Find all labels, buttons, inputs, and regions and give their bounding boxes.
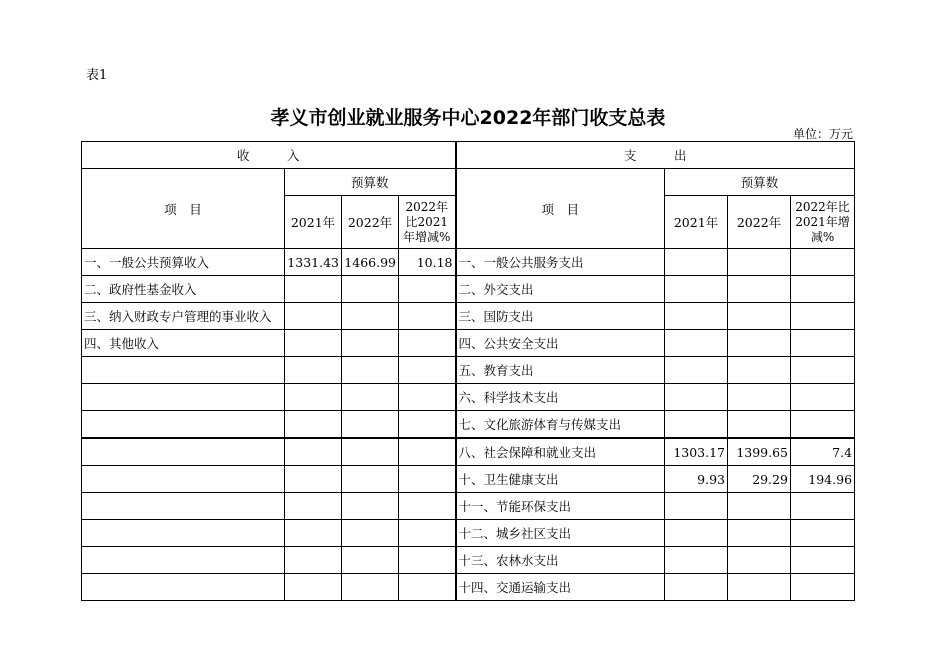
expense-item-cell: 一、一般公共服务支出 — [456, 249, 665, 276]
income-2022-cell — [342, 357, 399, 384]
expense-2021-cell — [665, 520, 728, 547]
expense-2021-cell — [665, 574, 728, 601]
table-row — [82, 357, 855, 384]
income-2021-cell — [285, 547, 342, 574]
expense-2021-cell — [665, 330, 728, 357]
income-item-header: 项 目 — [82, 169, 285, 249]
income-item-cell: 二、政府性基金收入 — [82, 276, 285, 303]
expense-change-cell — [791, 520, 855, 547]
table-row — [82, 547, 855, 574]
table-row — [82, 520, 855, 547]
income-2022-cell — [342, 520, 399, 547]
expense-change-cell — [791, 357, 855, 384]
expense-item-cell: 六、科学技术支出 — [456, 384, 665, 411]
income-change-cell: 10.18 — [399, 249, 456, 276]
expense-2021-header: 2021年 — [665, 196, 728, 249]
income-item-cell — [82, 438, 285, 466]
table-row — [82, 330, 855, 357]
expense-2021-cell: 1303.17 — [665, 438, 728, 466]
expense-change-cell — [791, 249, 855, 276]
expense-change-cell: 7.4 — [791, 438, 855, 466]
expense-2022-cell — [728, 330, 791, 357]
unit-label: 单位：万元 — [792, 127, 853, 141]
table-row — [82, 466, 855, 493]
expense-2021-cell: 9.93 — [665, 466, 728, 493]
income-2022-cell — [342, 276, 399, 303]
expense-change-cell — [791, 330, 855, 357]
income-2021-cell — [285, 330, 342, 357]
expense-change-cell — [791, 276, 855, 303]
expense-2022-cell — [728, 249, 791, 276]
income-2021-cell — [285, 466, 342, 493]
income-item-cell: 一、一般公共预算收入 — [82, 249, 285, 276]
table-label: 表1 — [86, 68, 108, 83]
expense-2021-cell — [665, 303, 728, 330]
income-change-cell — [399, 438, 456, 466]
expense-item-cell: 五、教育支出 — [456, 357, 665, 384]
income-2021-cell — [285, 303, 342, 330]
expense-2021-cell — [665, 249, 728, 276]
expense-2021-cell — [665, 411, 728, 439]
income-item-cell — [82, 357, 285, 384]
table-row — [82, 276, 855, 303]
expense-2022-cell — [728, 493, 791, 520]
income-2022-cell — [342, 547, 399, 574]
income-item-cell — [82, 547, 285, 574]
expense-2021-cell — [665, 357, 728, 384]
income-change-cell — [399, 493, 456, 520]
income-change-cell — [399, 466, 456, 493]
income-change-cell — [399, 411, 456, 439]
income-2021-cell — [285, 493, 342, 520]
expense-item-cell: 十、卫生健康支出 — [456, 466, 665, 493]
income-2021-cell — [285, 520, 342, 547]
income-change-cell — [399, 384, 456, 411]
income-2021-cell — [285, 276, 342, 303]
income-2021-cell: 1331.43 — [285, 249, 342, 276]
expense-item-header: 项 目 — [456, 169, 665, 249]
income-change-header: 2022年比2021年增减% — [399, 196, 456, 249]
income-2021-cell — [285, 384, 342, 411]
income-change-cell — [399, 357, 456, 384]
income-change-cell — [399, 574, 456, 601]
income-item-cell — [82, 384, 285, 411]
table-row — [82, 574, 855, 601]
income-item-cell — [82, 574, 285, 601]
income-2022-cell — [342, 330, 399, 357]
income-2022-cell — [342, 438, 399, 466]
expense-change-cell — [791, 574, 855, 601]
income-2022-cell — [342, 411, 399, 439]
expense-2022-cell — [728, 520, 791, 547]
income-2022-cell — [342, 466, 399, 493]
income-2021-cell — [285, 411, 342, 439]
expense-2021-cell — [665, 547, 728, 574]
income-budget-header: 预算数 — [285, 169, 456, 196]
income-item-cell — [82, 493, 285, 520]
expense-2022-cell — [728, 384, 791, 411]
income-change-cell — [399, 330, 456, 357]
income-2021-cell — [285, 438, 342, 466]
income-2021-header: 2021年 — [285, 196, 342, 249]
expense-change-cell — [791, 411, 855, 439]
income-2022-cell: 1466.99 — [342, 249, 399, 276]
expense-2022-cell — [728, 574, 791, 601]
expense-item-cell: 三、国防支出 — [456, 303, 665, 330]
expense-item-cell: 十四、交通运输支出 — [456, 574, 665, 601]
expense-change-cell — [791, 547, 855, 574]
expense-2022-cell: 1399.65 — [728, 438, 791, 466]
page-title: 孝义市创业就业服务中心2022年部门收支总表 — [270, 107, 666, 129]
income-change-cell — [399, 547, 456, 574]
table-row — [82, 384, 855, 411]
expense-item-cell: 十一、节能环保支出 — [456, 493, 665, 520]
expense-change-cell: 194.96 — [791, 466, 855, 493]
expense-item-cell: 八、社会保障和就业支出 — [456, 438, 665, 466]
income-item-cell — [82, 466, 285, 493]
income-change-cell — [399, 276, 456, 303]
income-item-cell — [82, 520, 285, 547]
expense-header: 支 出 — [456, 142, 855, 169]
income-item-cell — [82, 411, 285, 439]
expense-2021-cell — [665, 276, 728, 303]
table-row — [82, 438, 855, 466]
expense-2022-cell: 29.29 — [728, 466, 791, 493]
budget-table — [81, 141, 855, 601]
expense-2022-cell — [728, 411, 791, 439]
expense-change-cell — [791, 303, 855, 330]
income-2022-header: 2022年 — [342, 196, 399, 249]
expense-2021-cell — [665, 493, 728, 520]
income-change-cell — [399, 303, 456, 330]
expense-2022-cell — [728, 547, 791, 574]
table-row — [82, 249, 855, 276]
expense-item-cell: 二、外交支出 — [456, 276, 665, 303]
expense-change-cell — [791, 384, 855, 411]
expense-item-cell: 四、公共安全支出 — [456, 330, 665, 357]
income-header: 收 入 — [82, 142, 456, 169]
expense-change-header: 2022年比2021年增减% — [791, 196, 855, 249]
income-item-cell: 四、其他收入 — [82, 330, 285, 357]
table-row — [82, 411, 855, 439]
income-item-cell: 三、纳入财政专户管理的事业收入 — [82, 303, 285, 330]
expense-2022-header: 2022年 — [728, 196, 791, 249]
table-row — [82, 493, 855, 520]
income-2022-cell — [342, 303, 399, 330]
income-2022-cell — [342, 384, 399, 411]
table-row — [82, 303, 855, 330]
expense-item-cell: 十二、城乡社区支出 — [456, 520, 665, 547]
income-2021-cell — [285, 574, 342, 601]
income-change-cell — [399, 520, 456, 547]
income-2022-cell — [342, 493, 399, 520]
expense-change-cell — [791, 493, 855, 520]
expense-item-cell: 七、文化旅游体育与传媒支出 — [456, 411, 665, 439]
expense-2022-cell — [728, 276, 791, 303]
expense-2022-cell — [728, 303, 791, 330]
expense-budget-header: 预算数 — [665, 169, 855, 196]
expense-2022-cell — [728, 357, 791, 384]
income-2022-cell — [342, 574, 399, 601]
expense-item-cell: 十三、农林水支出 — [456, 547, 665, 574]
income-2021-cell — [285, 357, 342, 384]
expense-2021-cell — [665, 384, 728, 411]
